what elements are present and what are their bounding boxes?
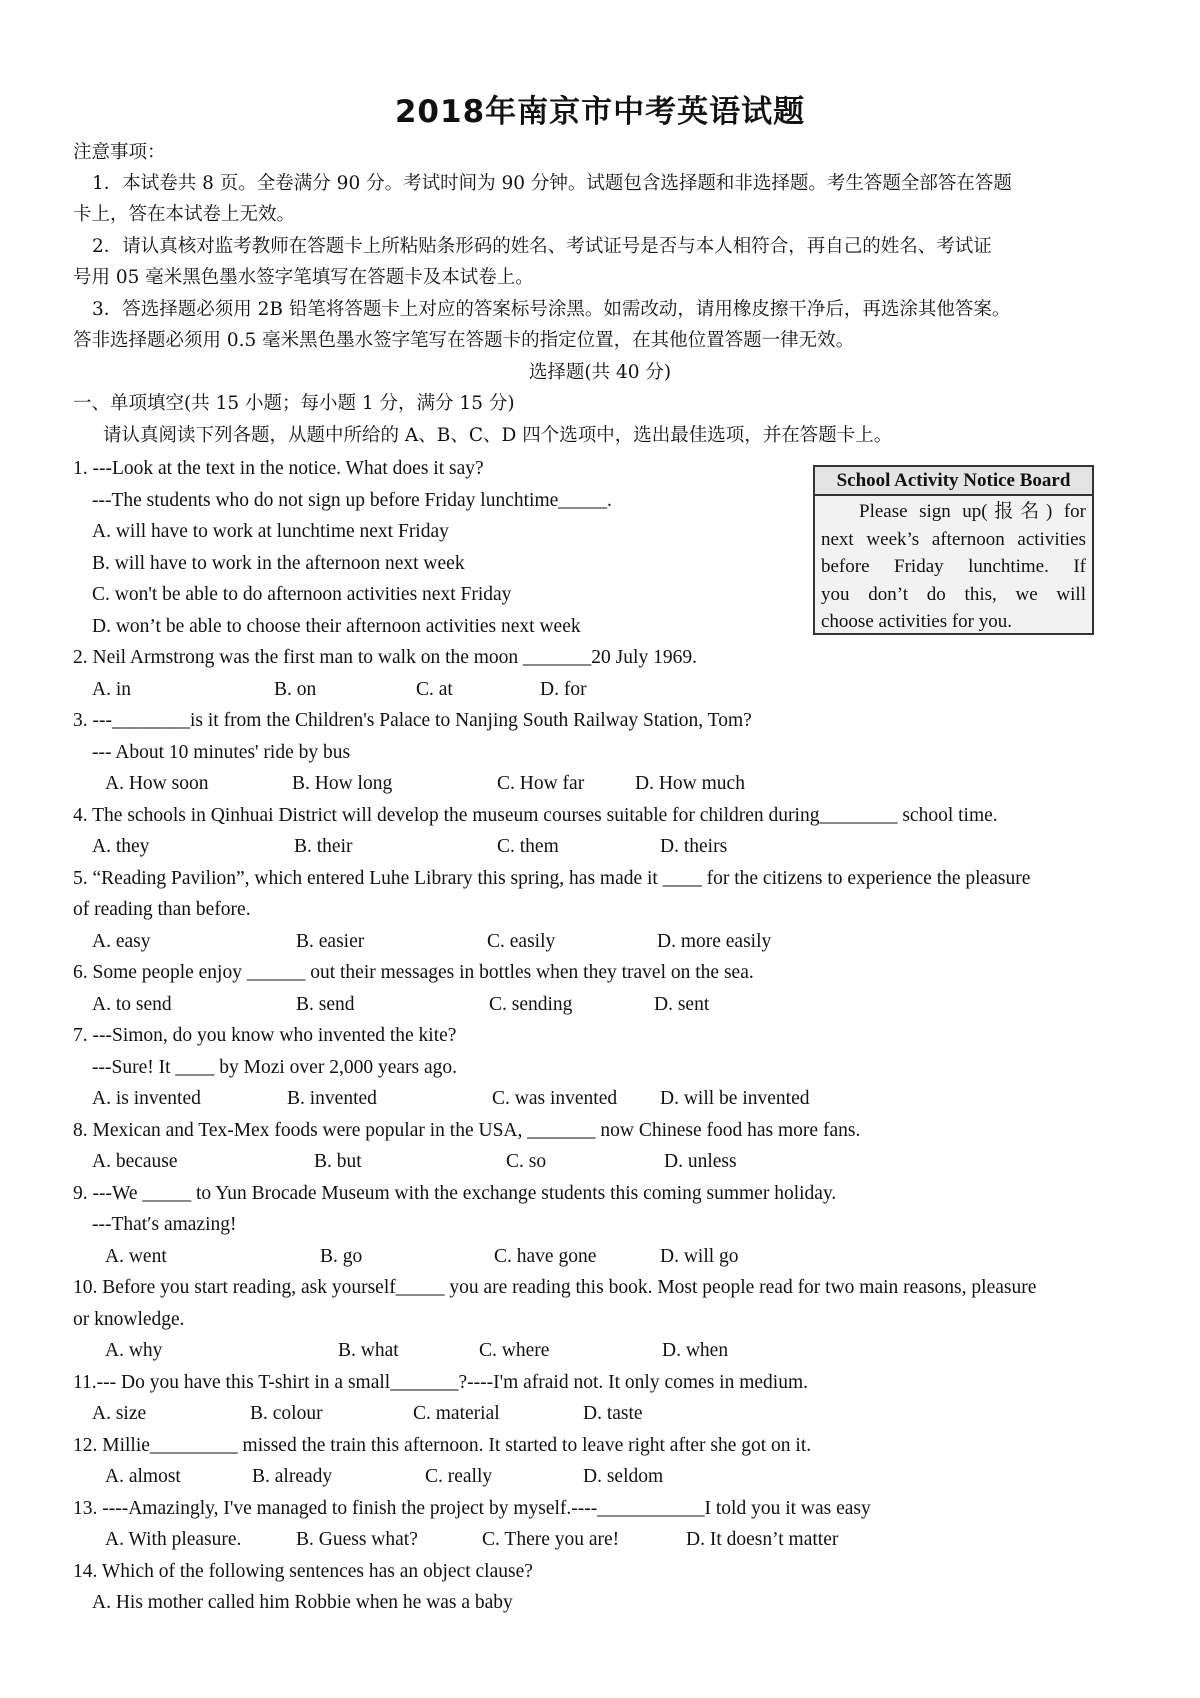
q1-option-a: A. will have to work at lunchtime next Friday [92, 521, 449, 542]
q3-option-d: D. How much [635, 773, 745, 794]
q8-option-c: C. so [506, 1151, 547, 1172]
q13-option-d: D. It doesn’t matter [686, 1529, 839, 1550]
q11-stem: 11.--- Do you have this T-shirt in a small_______?----I'm afraid not. It only comes in medium. [73, 1372, 808, 1393]
q9-option-c: C. have gone [494, 1246, 597, 1267]
notice-board-title: School Activity Notice Board [815, 467, 1092, 496]
notes-heading: 注意事项： [73, 142, 166, 163]
q11-option-d: D. taste [583, 1403, 643, 1424]
q4-option-d: D. theirs [660, 836, 728, 857]
q10-stem: 10. Before you start reading, ask yourself_____ you are reading this book. Most people read for two main reasons, pleasure [73, 1277, 1037, 1298]
q12-option-b: B. already [252, 1466, 333, 1487]
q13-option-c: C. There you are! [482, 1529, 620, 1550]
q6-option-c: C. sending [489, 994, 573, 1015]
q12-option-c: C. really [425, 1466, 493, 1487]
q8-option-b: B. but [314, 1151, 362, 1172]
q9-stem-2: ---That′s amazing! [92, 1214, 237, 1235]
q3-stem-2: --- About 10 minutes' ride by bus [92, 742, 351, 763]
q5-option-d: D. more easily [657, 931, 772, 952]
q3-option-a: A. How soon [105, 773, 209, 794]
q3-stem: 3. ---________is it from the Children's Palace to Nanjing South Railway Station, Tom? [73, 710, 752, 731]
q10-option-c: C. where [479, 1340, 550, 1361]
q9-stem: 9. ---We _____ to Yun Brocade Museum with the exchange students this coming summer holiday. [73, 1183, 837, 1204]
q12-option-d: D. seldom [583, 1466, 664, 1487]
q2-option-a: A. in [92, 679, 131, 700]
q7-stem-2: ---Sure! It ____ by Mozi over 2,000 years ago. [92, 1057, 457, 1078]
q10-option-b: B. what [338, 1340, 399, 1361]
q7-option-a: A. is invented [92, 1088, 201, 1109]
q6-stem: 6. Some people enjoy ______ out their messages in bottles when they travel on the sea. [73, 962, 754, 983]
notice-line: Please sign up(报名) for [859, 501, 1086, 522]
q11-option-b: B. colour [250, 1403, 323, 1424]
notice-line: you don’t do this, we will [821, 583, 1086, 605]
q5-stem-2: of reading than before. [73, 899, 251, 920]
part1-instruction: 请认真阅读下列各题，从题中所给的 A、B、C、D 四个选项中，选出最佳选项，并在答题卡上。 [103, 425, 893, 446]
q13-option-b: B. Guess what? [296, 1529, 418, 1550]
q4-option-c: C. them [497, 836, 559, 857]
note-2-line-2: 号用 05 毫米黑色墨水签字笔填写在答题卡及本试卷上。 [73, 267, 534, 288]
q4-option-b: B. their [294, 836, 353, 857]
exam-title: 2018年南京市中考英语试题 [394, 94, 806, 130]
note-1-line-2: 卡上，答在本试卷上无效。 [73, 204, 296, 225]
q1-stem: 1. ---Look at the text in the notice. What does it say? [73, 458, 484, 479]
q6-option-d: D. sent [654, 994, 710, 1015]
q12-option-a: A. almost [105, 1466, 181, 1487]
q11-option-a: A. size [92, 1403, 147, 1424]
q7-stem: 7. ---Simon, do you know who invented the kite? [73, 1025, 457, 1046]
q13-stem: 13. ----Amazingly, I've managed to finish the project by myself.----___________I told you it was easy [73, 1498, 871, 1519]
q2-stem: 2. Neil Armstrong was the first man to walk on the moon _______20 July 1969. [73, 647, 697, 668]
q13-option-a: A. With pleasure. [105, 1529, 242, 1550]
notice-line: before Friday lunchtime. If [821, 556, 1086, 577]
note-1-line-1: 1．本试卷共 8 页。全卷满分 90 分。考试时间为 90 分钟。试题包含选择题和非选择题。考生答题全部答在答题 [92, 173, 1012, 194]
note-3-line-2: 答非选择题必须用 0.5 毫米黑色墨水签字笔写在答题卡的指定位置，在其他位置答题一律无效。 [73, 330, 855, 351]
q3-option-c: C. How far [497, 773, 585, 794]
notice-board-figure [813, 465, 1094, 635]
q9-option-b: B. go [320, 1246, 363, 1267]
q5-option-c: C. easily [487, 931, 556, 952]
q1-option-c: C. won't be able to do afternoon activities next Friday [92, 584, 512, 605]
q8-stem: 8. Mexican and Tex-Mex foods were popular in the USA, _______ now Chinese food has more fans. [73, 1120, 861, 1141]
q3-option-b: B. How long [292, 773, 393, 794]
q10-option-d: D. when [662, 1340, 729, 1361]
q14-stem: 14. Which of the following sentences has an object clause? [73, 1561, 533, 1582]
q2-option-b: B. on [274, 679, 317, 700]
q2-option-c: C. at [416, 679, 453, 700]
q5-option-a: A. easy [92, 931, 151, 952]
q12-stem: 12. Millie_________ missed the train this afternoon. It started to leave right after she got on it. [73, 1435, 812, 1456]
q8-option-d: D. unless [664, 1151, 737, 1172]
q14-option-a: A. His mother called him Robbie when he was a baby [92, 1592, 513, 1613]
part1-heading: 一、单项填空(共 15 小题；每小题 1 分，满分 15 分) [73, 393, 515, 414]
q5-option-b: B. easier [296, 931, 365, 952]
q11-option-c: C. material [413, 1403, 500, 1424]
q9-option-a: A. went [105, 1246, 167, 1267]
q1-option-b: B. will have to work in the afternoon next week [92, 553, 465, 574]
notice-board-body [815, 496, 1092, 636]
q6-option-b: B. send [296, 994, 355, 1015]
q8-option-a: A. because [92, 1151, 178, 1172]
q4-option-a: A. they [92, 836, 150, 857]
q1-option-d: D. won’t be able to choose their afternoon activities next week [92, 616, 581, 637]
q10-stem-2: or knowledge. [73, 1309, 185, 1330]
q7-option-c: C. was invented [492, 1088, 618, 1109]
q4-stem: 4. The schools in Qinhuai District will develop the museum courses suitable for children during________ school time. [73, 805, 998, 826]
notice-line: next week’s afternoon activities [821, 528, 1086, 550]
note-2-line-1: 2．请认真核对监考教师在答题卡上所粘贴条形码的姓名、考试证号是否与本人相符合，再自己的姓名、考试证 [92, 236, 992, 257]
q6-option-a: A. to send [92, 994, 172, 1015]
section-title: 选择题(共 40 分) [528, 362, 672, 383]
q7-option-b: B. invented [287, 1088, 377, 1109]
q1-stem-2: ---The students who do not sign up before Friday lunchtime_____. [92, 490, 612, 511]
q10-option-a: A. why [105, 1340, 163, 1361]
q2-option-d: D. for [540, 679, 587, 700]
q9-option-d: D. will go [660, 1246, 739, 1267]
notice-line: choose activities for you. [821, 611, 1013, 632]
note-3-line-1: 3．答选择题必须用 2B 铅笔将答题卡上对应的答案标号涂黑。如需改动，请用橡皮擦干净后，再选涂其他答案。 [92, 299, 1011, 320]
q5-stem: 5. “Reading Pavilion”, which entered Luhe Library this spring, has made it ____ for the citizens to experience the pleasure [73, 868, 1031, 889]
q7-option-d: D. will be invented [660, 1088, 810, 1109]
